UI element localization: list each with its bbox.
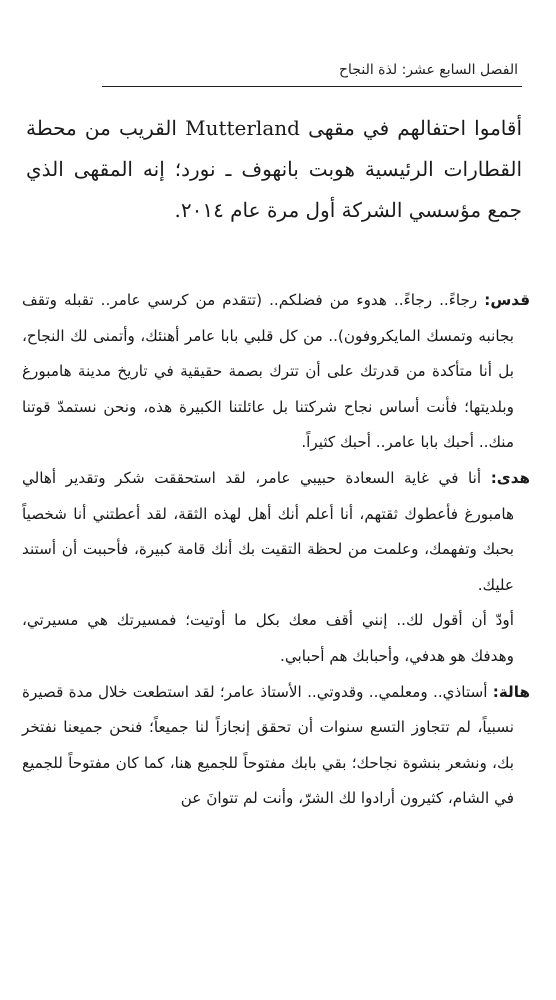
- speech-paragraph: [22, 283, 530, 461]
- speech-paragraph: [22, 603, 530, 674]
- speech-text: رجاءً.. رجاءً.. هدوء من فضلكم.. (تتقدم من كرسي عامر.. تقبله وتقف بجانبه وتمسك المايكروفون).. من كل قلبي بابا عامر أهنئك، وأتمنى لك النجاح، بل أنا متأكدة من قدرتك على أن تترك بصمة حقيقية في تاريخ مدينة هامبورغ وبلديتها؛ فأنت أساس نجاح شركتنا بل عائلتنا الكبيرة هذه، ونحن نستمدّ قوتنا منك.. أحبك بابا عامر.. أحبك كثيراً.: [22, 291, 514, 452]
- intro-text-part1: أقاموا احتفالهم في مقهى: [299, 116, 522, 140]
- cafe-name: Mutterland: [185, 116, 300, 140]
- dialogue-body: [22, 283, 530, 817]
- header-rule: [102, 86, 522, 87]
- speech-paragraph: [22, 675, 530, 817]
- speaker-name: قدس:: [484, 291, 531, 309]
- speech-text: أستاذي.. ومعلمي.. وقدوتي.. الأستاذ عامر؛ لقد استطعت خلال مدة قصيرة نسبياً، لم تتجاوز التسع سنوات أن تحقق إنجازاً لنا جميعاً؛ فنحن جميعنا نفتخر بك، ونشعر بنشوة نجاحك؛ بقي بابك مفتوحاً للجميع هنا، كما كان مفتوحاً للجميع في الشام، كثيرون أرادوا لك الشرّ، وأنت لم تتوانَ عن: [22, 682, 514, 808]
- speech-text: أودّ أن أقول لك.. إنني أقف معك بكل ما أوتيت؛ فمسيرتك هي مسيرتي، وهدفك هو هدفي، وأحبابك هم أحبابي.: [22, 611, 514, 665]
- speech-paragraph: [22, 461, 530, 603]
- intro-paragraph: [26, 108, 522, 231]
- speech-text: أنا في غاية السعادة حبيبي عامر، لقد استحققت شكر وتقدير أهالي هامبورغ فأعطوك ثقتهم، أنا أعلم أنك أهل لهذه الثقة، لقد أعطتني أنا شخصياً بحبك وتفهمك، وعلمت من لحظة التقيت بك أنك قامة كبيرة، فأحببت أن أستند عليك.: [22, 468, 514, 594]
- intro-text-part2: القريب من محطة القطارات الرئيسية هوبت بانهوف ـ نورد؛ إنه المقهى الذي جمع مؤسسي الشركة أول مرة عام ٢٠١٤.: [26, 116, 522, 222]
- speaker-name: هدى:: [490, 468, 531, 487]
- speaker-name: هالة:: [492, 682, 530, 701]
- running-header: الفصل السابع عشر: لذة النجاح: [339, 62, 518, 78]
